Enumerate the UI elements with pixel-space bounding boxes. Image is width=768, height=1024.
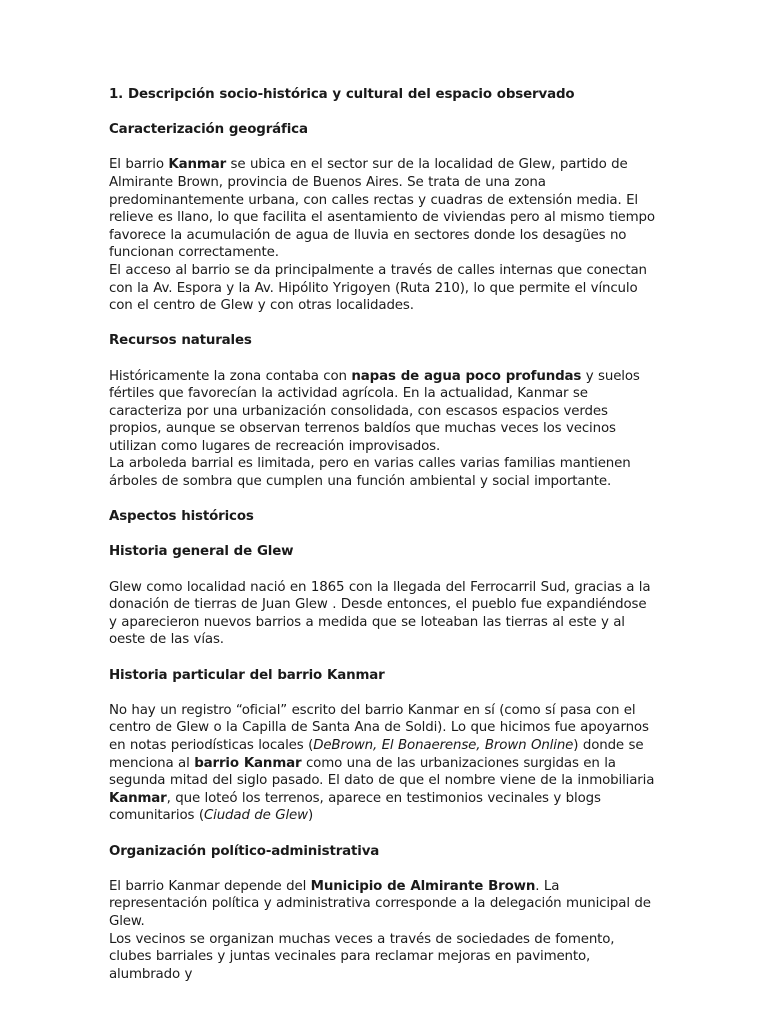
- recursos-text-2: La arboleda barrial es limitada, pero en varias calles varias familias mantienen árboles de sombra que cumplen una función ambiental y social importante.: [109, 456, 631, 490]
- section-title: 1. Descripción socio-histórica y cultural del espacio observado: [109, 87, 575, 102]
- italic-ciudad-de-glew: Ciudad de Glew: [203, 808, 308, 824]
- paragraph-historia-glew: Glew como localidad nació en 1865 con la llegada del Ferrocarril Sud, gracias a la donación de tierras de Juan Glew . Desde entonces, el pueblo fue expandiéndose y aparecieron nuevos barrios a medida que se loteaban las tierras al este y al oeste de las vías.: [109, 579, 651, 648]
- organizacion-text-1: El barrio Kanmar depende del Municipio de Almirante Brown. La representación política y administrativa corresponde a la delegación municipal de Glew.: [109, 878, 651, 929]
- organizacion-text-2: Los vecinos se organizan muchas veces a través de sociedades de fomento, clubes barriales y juntas vecinales para reclamar mejoras en pavimento, alumbrado y: [109, 931, 615, 982]
- heading-geografica: Caracterización geográfica: [109, 122, 308, 138]
- bold-kanmar-inmobiliaria: Kanmar: [109, 790, 167, 806]
- heading-aspectos-historicos: Aspectos históricos: [109, 509, 254, 525]
- geo-text-1: El barrio Kanmar se ubica en el sector sur de la localidad de Glew, partido de Almirante Brown, provincia de Buenos Aires. Se trata de una zona predominantemente urbana, con calles rectas y cuadras de extensión media. El relieve es llano, lo que facilita el asentamiento de viviendas pero al mismo tiempo favorece la acumulación de agua de lluvia en sectores donde los desagües no funcionan correctamente.: [109, 157, 655, 261]
- bold-napas: napas de agua poco profundas: [351, 368, 582, 384]
- bold-municipio: Municipio de Almirante Brown: [310, 878, 536, 894]
- paragraph-organizacion: [109, 878, 657, 984]
- heading-historia-glew: Historia general de Glew: [109, 544, 294, 560]
- document-page: [109, 86, 657, 1001]
- paragraph-recursos: [109, 368, 657, 491]
- paragraph-geografica: [109, 156, 657, 314]
- heading-organizacion: Organización político-administrativa: [109, 843, 380, 859]
- geo-text-2: El acceso al barrio se da principalmente a través de calles internas que conectan con la Av. Espora y la Av. Hipólito Yrigoyen (Ruta 210), lo que permite el vínculo con el centro de Glew y con otras localidades.: [109, 262, 647, 314]
- bold-barrio-kanmar: barrio Kanmar: [194, 755, 302, 771]
- italic-sources: DeBrown, El Bonaerense, Brown Online: [313, 737, 574, 753]
- recursos-text-1: Históricamente la zona contaba con napas de agua poco profundas y suelos fértiles que favorecían la actividad agrícola. En la actualidad, Kanmar se caracteriza por una urbanización consolidada, con escasos espacios verdes propios, aunque se observan terrenos baldíos que muchas veces los vecinos utilizan como lugares de recreación improvisados.: [109, 368, 640, 454]
- bold-kanmar: Kanmar: [168, 157, 227, 173]
- heading-historia-kanmar: Historia particular del barrio Kanmar: [109, 667, 385, 683]
- heading-recursos: Recursos naturales: [109, 333, 252, 349]
- paragraph-historia-kanmar: No hay un registro “oficial” escrito del barrio Kanmar en sí (como sí pasa con el centro de Glew o la Capilla de Santa Ana de Soldi). Lo que hicimos fue apoyarnos en notas periodísticas locales (DeBrown, El Bonaerense, Brown Online) donde se menciona al barrio Kanmar como una de las urbanizaciones surgidas en la segunda mitad del siglo pasado. El dato de que el nombre viene de la inmobiliaria Kanmar, que loteó los terrenos, aparece en testimonios vecinales y blogs comunitarios (Ciudad de Glew): [109, 702, 655, 824]
